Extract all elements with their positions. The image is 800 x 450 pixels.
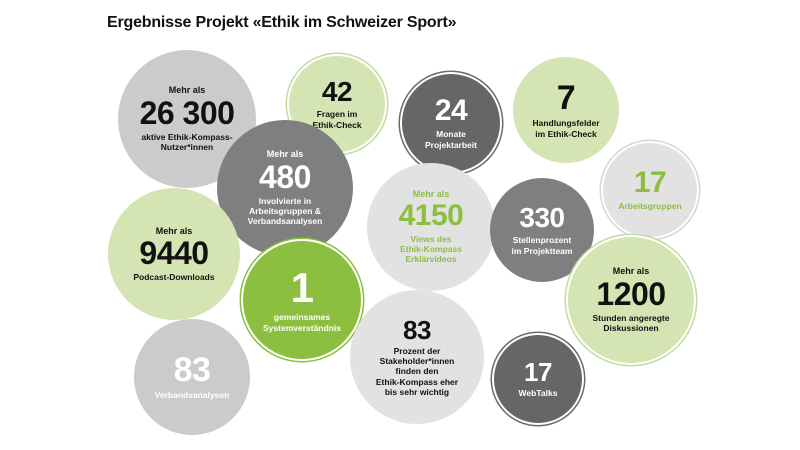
bubble-label: Stunden angeregte Diskussionen [592,312,670,334]
bubble-label: Podcast-Downloads [133,271,215,282]
bubble-prefix: Mehr als [612,266,650,277]
bubble-prefix: Mehr als [168,85,206,96]
bubble-number: 9440 [139,234,209,271]
bubble-number: 330 [519,202,565,234]
bubble-systemverstaendnis [243,241,361,359]
bubble-label: Arbeitsgruppen [618,201,682,212]
bubble-label: Views des Ethik-Kompass Erklärvideos [400,233,462,265]
bubble-prefix: Mehr als [266,149,304,160]
bubble-number: 480 [259,158,311,195]
bubble-label: Verbandsanalysen [154,390,230,401]
bubble-label: WebTalks [518,388,558,399]
bubble-prefix: Mehr als [155,225,193,236]
bubble-number: 83 [173,351,211,390]
bubble-number: 83 [403,314,431,345]
bubble-label: Monate Projektarbeit [425,129,477,150]
bubble-number: 1 [290,264,314,312]
bubble-number: 4150 [398,198,464,232]
bubble-arbeitsgruppen [603,143,697,237]
bubble-label: Handlungsfelder im Ethik-Check [532,118,600,139]
bubble-label: gemeinsames Systemverständnis [263,312,341,333]
bubble-prefix: Mehr als [412,189,450,200]
bubble-monate [402,74,500,172]
bubble-label: Involvierte in Arbeitsgruppen & Verbandsanalysen [247,195,323,227]
bubble-webtalks [494,335,582,423]
page-title: Ergebnisse Projekt «Ethik im Schweizer Sport» [107,14,457,31]
bubble-number: 26 300 [139,94,235,131]
bubble-handlungsfelder [513,57,619,163]
bubble-views [367,163,495,291]
bubble-number: 24 [434,94,468,128]
bubble-stakeholder [350,290,484,424]
bubble-number: 42 [321,76,353,108]
bubble-label: aktive Ethik-Kompass- Nutzer*innen [141,131,233,153]
bubble-verbandsanalysen [134,319,250,435]
bubble-label: Prozent der Stakeholder*innen finden den Ethik-Kompass eher bis sehr wichtig [375,345,459,398]
bubble-number: 17 [524,357,552,388]
bubble-number: 1200 [596,275,666,312]
bubble-number: 7 [556,79,576,118]
bubble-label: Stellenprozent im Projektteam [511,235,573,256]
bubble-stunden [568,237,694,363]
bubble-number: 17 [633,166,667,200]
bubble-podcast [108,188,240,320]
bubble-label: Fragen im Ethik-Check [312,109,362,130]
